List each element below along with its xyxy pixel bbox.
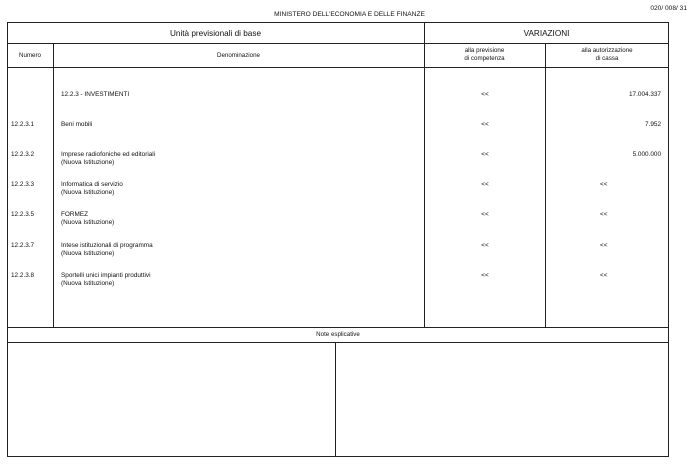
row-cash-value: 7.952 [645, 121, 661, 128]
notes-left-area [8, 343, 334, 456]
row-name: Imprese radiofoniche ed editoriali [61, 151, 156, 158]
row-name: FORMEZ [61, 211, 88, 218]
row-cash-value: << [600, 242, 608, 249]
row-number: 12.2.3.8 [11, 272, 35, 279]
name-column-header: Denominazione [217, 52, 260, 59]
row-subtitle: (Nuova Istituzione) [61, 159, 115, 166]
row-subtitle: (Nuova Istituzione) [61, 250, 115, 257]
row-competence-value: << [481, 121, 489, 128]
variations-column-divider [545, 43, 546, 327]
row-competence-value: << [481, 91, 489, 98]
row-name: Informatica di servizio [61, 181, 123, 188]
row-competence-value: << [481, 272, 489, 279]
row-number: 12.2.3.2 [11, 151, 35, 158]
row-competence-value: << [481, 242, 489, 249]
header-divider [7, 43, 669, 44]
row-number: 12.2.3.7 [11, 242, 35, 249]
competence-column-header: alla previsione di competenza [464, 47, 505, 62]
row-name: Sportelli unici impianti produttivi [61, 272, 151, 279]
row-competence-value: << [481, 211, 489, 218]
row-name: Beni mobili [61, 121, 93, 128]
variations-divider [424, 22, 425, 327]
row-number: 12.2.3.1 [11, 121, 35, 128]
number-column-header: Numero [18, 52, 41, 59]
notes-title: Note esplicative [316, 331, 360, 338]
number-column-divider [53, 43, 54, 327]
notes-top-divider [7, 327, 669, 328]
ministry-title: MINISTERO DELL'ECONOMIA E DELLE FINANZE [274, 11, 425, 18]
variations-header: VARIAZIONI [523, 29, 570, 38]
row-subtitle: (Nuova Istituzione) [61, 280, 115, 287]
unit-header: Unità previsionali di base [169, 29, 262, 38]
row-cash-value: << [600, 272, 608, 279]
cash-column-header: alla autorizzazione di cassa [581, 47, 633, 62]
row-cash-value: << [600, 211, 608, 218]
row-cash-value: 5.000.000 [632, 151, 661, 158]
row-competence-value: << [481, 181, 489, 188]
column-header-divider [7, 67, 669, 68]
notes-right-area [336, 343, 668, 456]
row-subtitle: (Nuova Istituzione) [61, 189, 115, 196]
row-cash-value: << [600, 181, 608, 188]
document-number: 020/ 008/ 31 [650, 5, 687, 12]
row-competence-value: << [481, 151, 489, 158]
row-subtitle: (Nuova Istituzione) [61, 219, 115, 226]
row-number: 12.2.3.5 [11, 211, 35, 218]
row-name: Intese istituzionali di programma [61, 242, 153, 249]
row-number: 12.2.3.3 [11, 181, 35, 188]
row-name: 12.2.3 - INVESTIMENTI [61, 91, 130, 98]
row-cash-value: 17.004.337 [629, 91, 661, 98]
